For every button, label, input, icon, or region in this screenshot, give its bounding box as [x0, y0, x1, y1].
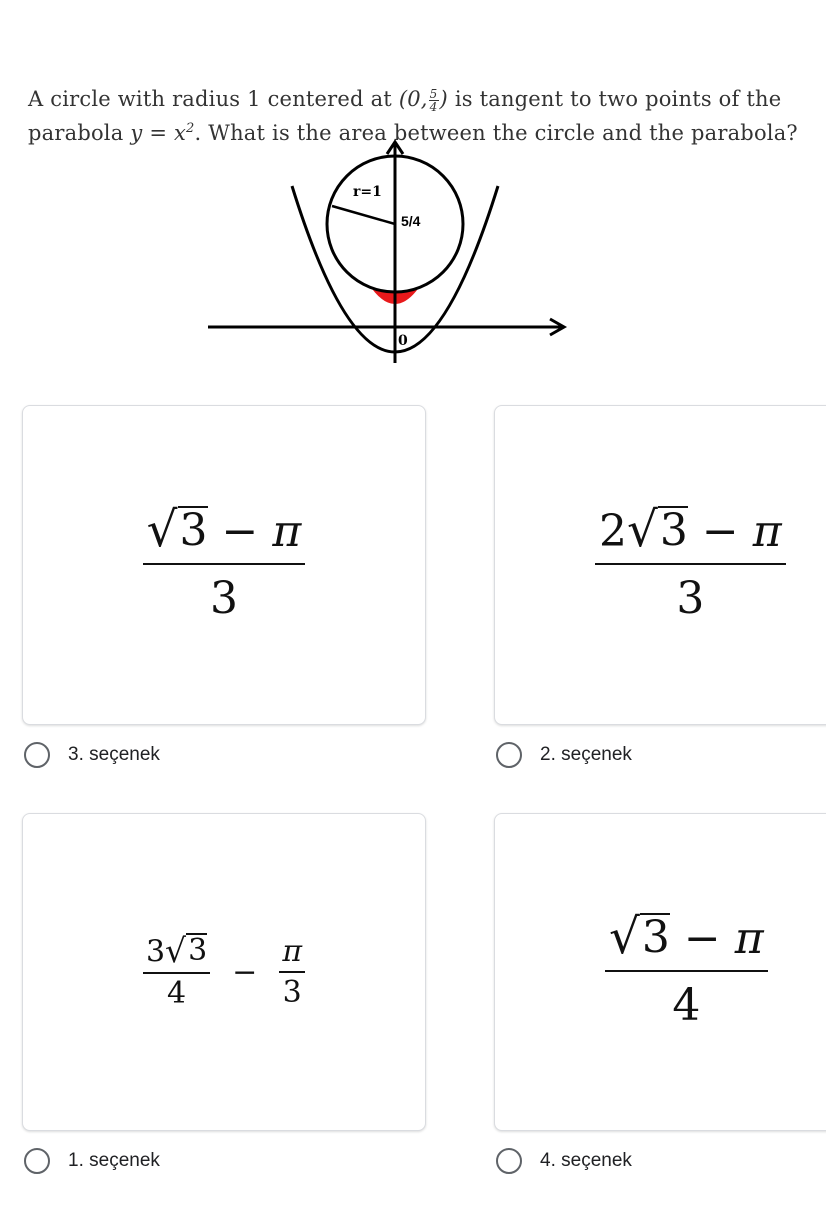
radio-option-2[interactable] — [496, 742, 522, 768]
option-3-label: 3. seçenek — [68, 744, 160, 765]
option-4-label: 4. seçenek — [540, 1150, 632, 1171]
parabola-equation: $y = x^2$ — [130, 121, 195, 145]
option-1[interactable] — [24, 1148, 160, 1174]
option-card-2[interactable] — [494, 405, 826, 725]
radio-option-3[interactable] — [24, 742, 50, 768]
option-1-label: 1. seçenek — [68, 1150, 160, 1171]
option-2-label: 2. seçenek — [540, 744, 632, 765]
option-3[interactable] — [24, 742, 160, 768]
option-2[interactable] — [496, 742, 632, 768]
question-part1: A circle with radius 1 centered at — [28, 87, 392, 111]
formula-option-4: √ 3 − π 4 — [605, 913, 768, 1031]
option-card-3[interactable] — [22, 405, 426, 725]
radius-label: r=1 — [353, 184, 382, 200]
center-label: 5/4 — [401, 213, 421, 229]
option-4[interactable] — [496, 1148, 632, 1174]
radio-option-4[interactable] — [496, 1148, 522, 1174]
option-card-4[interactable] — [494, 813, 826, 1131]
formula-option-2: 2 √ 3 − π 3 — [595, 506, 786, 624]
question-part3: . What is the area between the circle and the parabola? — [194, 121, 798, 145]
option-card-1[interactable] — [22, 813, 426, 1131]
circle-parabola-figure — [200, 138, 580, 368]
question-part2: is tangent to two points of the parabola — [28, 87, 782, 145]
center-point: (0, $\frac{5}{4}$ ) — [398, 87, 448, 114]
radio-option-1[interactable] — [24, 1148, 50, 1174]
formula-option-1: 3 √ 3 4 − $\frac{\pi}{3}$ — [143, 933, 305, 1011]
origin-label: 0 — [398, 333, 408, 349]
formula-option-3: √ 3 − π 3 — [143, 506, 306, 624]
